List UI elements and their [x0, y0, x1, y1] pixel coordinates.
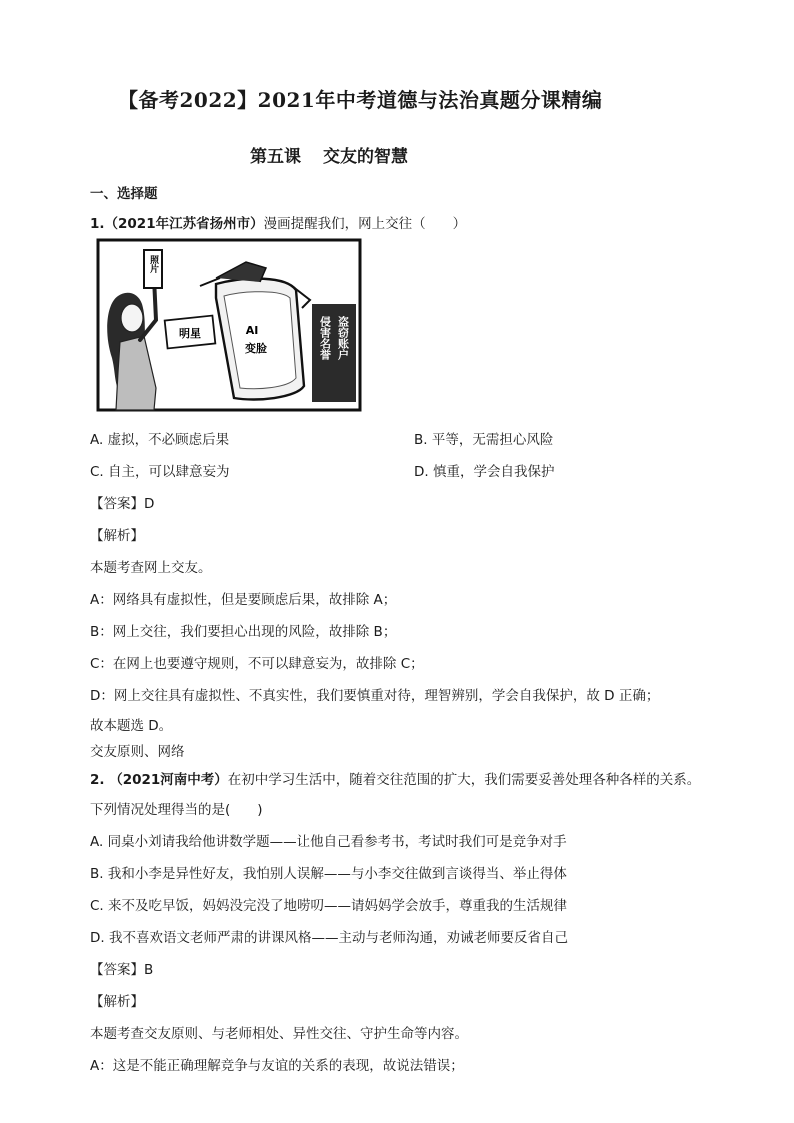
question-2-analysis-label: 【解析】 [90, 994, 144, 1010]
question-1-option-d: D. 慎重，学会自我保护 [414, 464, 555, 480]
lesson-number: 第五课 [250, 147, 301, 167]
question-2-option-b: B. 我和小李是异性好友，我怕别人误解——与小李交往做到言谈得当、举止得体 [90, 866, 567, 882]
question-1-option-c: C. 自主，可以肆意妄为 [90, 464, 230, 480]
sign-text-2: 侵害名誉 [318, 316, 332, 360]
question-2-analysis-line: 本题考查交友原则、与老师相处、异性交往、守护生命等内容。 [90, 1026, 468, 1042]
question-2-option-a: A. 同桌小刘请我给他讲数学题——让他自己看参考书，考试时我们可是竞争对手 [90, 834, 567, 850]
question-1-analysis-line: 本题考查网上交友。 [90, 560, 212, 576]
question-1-analysis-line: 故本题选 D。 [90, 718, 173, 734]
question-1-option-a: A. 虚拟，不必顾虑后果 [90, 432, 230, 448]
question-2-analysis-line: A：这是不能正确理解竞争与友谊的关系的表现，故说法错误； [90, 1058, 464, 1074]
question-1-option-b: B. 平等，无需担心风险 [414, 432, 554, 448]
question-1-cartoon [96, 238, 362, 412]
question-1-analysis-label: 【解析】 [90, 528, 144, 544]
question-1-analysis-line: D：网上交往具有虚拟性、不真实性，我们要慎重对待，理智辨别，学会自我保护，故 D 正确； [90, 688, 660, 704]
question-2-source: 2. （2021河南中考） [90, 772, 228, 788]
photo-label-1: 照片 [148, 255, 158, 273]
question-2-text: 在初中学习生活中，随着交往范围的扩大，我们需要妥善处理各种各样的关系。 [227, 772, 701, 788]
sign-text-1: 盗窃账户 [336, 316, 350, 360]
question-2-stem [90, 768, 700, 788]
question-2-option-c: C. 来不及吃早饭，妈妈没完没了地唠叨——请妈妈学会放手，尊重我的生活规律 [90, 898, 568, 914]
lesson-title [250, 142, 408, 167]
question-1-analysis-line: C：在网上也要遵守规则，不可以肆意妄为，故排除 C； [90, 656, 424, 672]
question-1-analysis-line: B：网上交往，我们要担心出现的风险，故排除 B； [90, 624, 397, 640]
face-label: 变脸 [245, 342, 267, 355]
lesson-name: 交友的智慧 [323, 147, 408, 167]
question-1-topic: 交友原则、网络 [90, 744, 185, 760]
section-heading: 一、选择题 [90, 186, 158, 202]
question-1-analysis-line: A：网络具有虚拟性，但是要顾虑后果，故排除 A； [90, 592, 397, 608]
question-2-answer: 【答案】B [90, 962, 154, 978]
question-1-stem [90, 212, 466, 232]
star-label: 明星 [179, 327, 201, 340]
question-2-stem-2: 下列情况处理得当的是( ) [90, 802, 263, 818]
document-title: 【备考2022】2021年中考道德与法治真题分课精编 [118, 88, 603, 112]
ai-label: AI [245, 324, 259, 337]
question-2-option-d: D. 我不喜欢语文老师严肃的讲课风格——主动与老师沟通，劝诫老师要反省自己 [90, 930, 568, 946]
question-1-source: 1.（2021年江苏省扬州市） [90, 216, 264, 232]
woman-face [121, 304, 143, 332]
question-1-text: 漫画提醒我们，网上交往（ ） [263, 216, 467, 232]
question-1-answer: 【答案】D [90, 496, 155, 512]
